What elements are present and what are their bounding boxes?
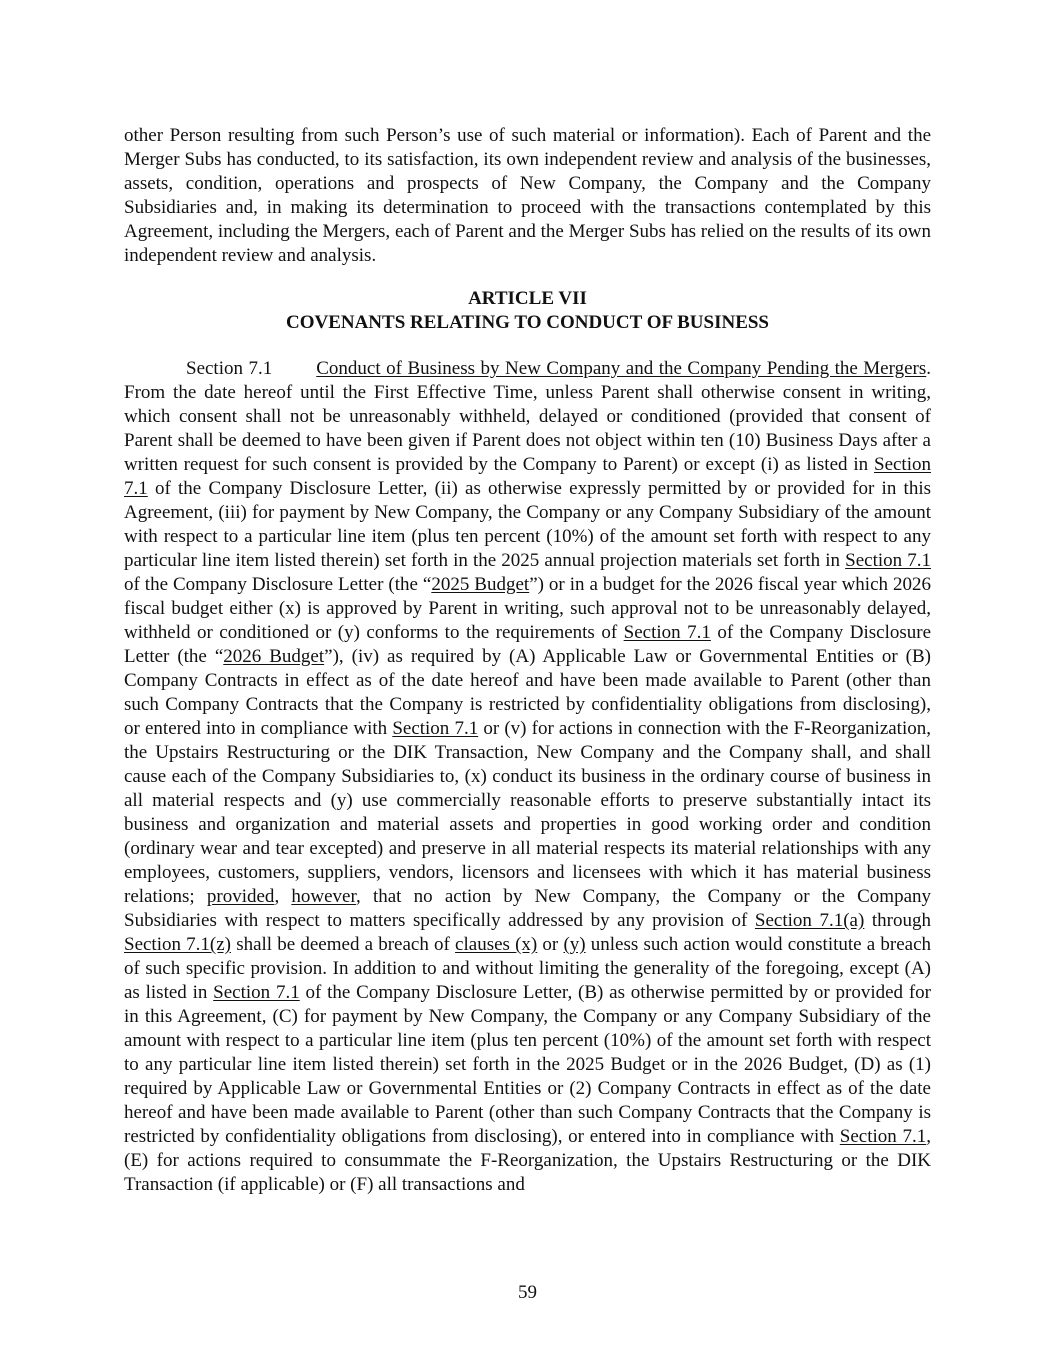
cross-reference: Section 7.1(z) [124, 934, 232, 955]
text-run: . From the date hereof until the First Effective Time, unless Parent shall otherwise consent in writing, which consent shall not be unreasonably withheld, delayed or conditioned (provided that consent of Parent shall be deemed to have been given if Parent does not object within ten (10) Business Days after a written request for such consent is provided by the Company to Parent) or except (i) as listed in [124, 358, 931, 475]
text-run: of the Company Disclosure Letter, (ii) as otherwise expressly permitted by or provided for in this Agreement, (iii) for payment by New Company, the Company or any Company Subsidiary of the amount with respect to a particular line item (plus ten percent (10%) of the amount set forth with respect to any particular line item listed therein) set forth in the 2025 annual projection materials set forth in [124, 478, 931, 571]
spacer [124, 268, 931, 287]
cross-reference: Section 7.1 [213, 982, 300, 1003]
section-7-1-paragraph [124, 357, 931, 1197]
article-number: ARTICLE VII [468, 288, 587, 309]
section-label: Section 7.1 [186, 358, 273, 379]
text-run: or (v) for actions in connection with the F-Reorganization, the Upstairs Restructuring or the DIK Transaction, New Company and the Company shall, and shall cause each of the Company Subsidiaries to, (x) conduct its business in the ordinary course of business in all material respects and (y) use commercially reasonable efforts to preserve substantially intact its business and organization and material assets and properties in good working order and condition (ordinary wear and tear excepted) and preserve in all material respects its material relationships with any employees, customers, suppliers, vendors, licensors and licensees with which it has material business relations; [124, 718, 931, 907]
cross-reference: clauses (x) [455, 934, 538, 955]
spacer [124, 335, 931, 357]
text-run: of the Company Disclosure Letter, (B) as otherwise permitted by or provided for in this Agreement, (C) for payment by New Company, the Company or any Company Subsidiary of the amount with respect to a particular line item (plus ten percent (10%) of the amount set forth with respect to any particular line item listed therein) set forth in the 2025 Budget or in the 2026 Budget, (D) as (1) required by Applicable Law or Governmental Entities or (2) Company Contracts in effect as of the date hereof and have been made available to Parent (other than such Company Contracts that the Company is restricted by confidentiality obligations from disclosing), or entered into in compliance with [124, 982, 931, 1147]
emphasis-term: provided [206, 886, 275, 907]
cross-reference: Section 7.1 [623, 622, 711, 643]
cross-reference: Section 7.1 [124, 454, 931, 499]
emphasis-term: however [291, 886, 357, 907]
defined-term: 2026 Budget [223, 646, 325, 667]
cross-reference: Section 7.1 [392, 718, 479, 739]
page-number: 59 [518, 1282, 537, 1303]
article-title: COVENANTS RELATING TO CONDUCT OF BUSINESS [285, 312, 770, 333]
text-run: of the Company Disclosure Letter (the “ [124, 622, 932, 667]
text-run: of the Company Disclosure Letter (the “ [124, 574, 432, 595]
cross-reference: Section 7.1 [839, 1126, 927, 1147]
text-run: or [537, 934, 564, 955]
text-run: ”) or in a budget for the 2026 fiscal year which 2026 fiscal budget either (x) is approved by Parent in writing, such approval not to be unreasonably delayed, withheld or conditioned or (y) conforms to the requirements of [124, 574, 931, 643]
text-run: , that no action by New Company, the Company or the Company Subsidiaries with respect to matters specifically addressed by any provision of [124, 886, 932, 931]
text-run: , (E) for actions required to consummate the F-Reorganization, the Upstairs Restructuring or the DIK Transaction (if applicable) or (F) all transactions and [124, 1126, 931, 1195]
defined-term: 2025 Budget [431, 574, 530, 595]
cross-reference: Section 7.1(a) [754, 910, 865, 931]
text-run: shall be deemed a breach of [231, 934, 456, 955]
cross-reference: Section 7.1 [845, 550, 932, 571]
document-page [124, 124, 931, 1197]
text-run: ”), (iv) as required by (A) Applicable Law or Governmental Entities or (B) Company Contracts in effect as of the date hereof and have been made available to Parent (other than such Company Contracts that the Company is restricted by confidentiality obligations from disclosing), or entered into in compliance with [124, 646, 931, 739]
intro-paragraph: other Person resulting from such Person’s use of such material or information). Each of Parent and the Merger Subs has conducted, to its satisfaction, its own independent review and analysis of the businesses, assets, condition, operations and prospects of New Company, the Company and the Company Subsidiaries and, in making its determination to proceed with the transactions contemplated by this Agreement, including the Mergers, each of Parent and the Merger Subs has relied on the results of its own independent review and analysis. [124, 125, 931, 266]
section-heading: Conduct of Business by New Company and the Company Pending the Mergers [316, 358, 927, 379]
text-run: , [274, 886, 292, 907]
text-run: through [864, 910, 932, 931]
cross-reference: (y) [563, 934, 586, 955]
text-run: unless such action would constitute a breach of such specific provision. In addition to and without limiting the generality of the foregoing, except (A) as listed in [124, 934, 932, 1003]
